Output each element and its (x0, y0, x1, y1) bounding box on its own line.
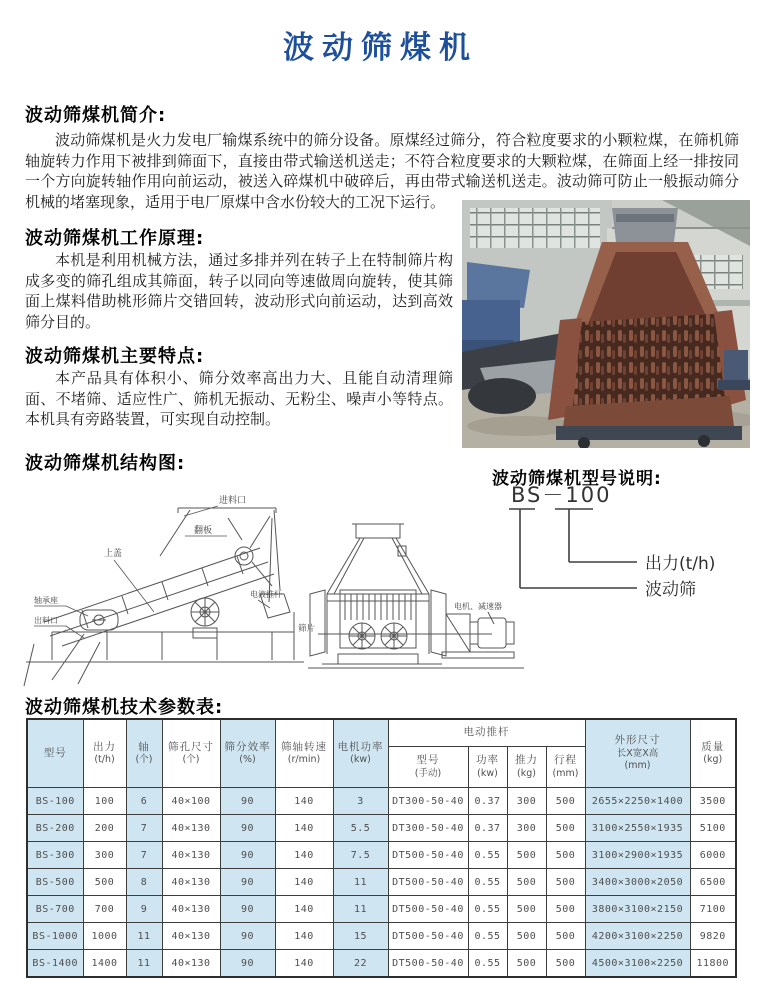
features-heading: 波动筛煤机主要特点: (25, 346, 205, 367)
table-row (27, 896, 736, 923)
table-cell: 140 (275, 842, 333, 869)
table-cell: 300 (507, 788, 546, 815)
table-cell: 100 (83, 788, 126, 815)
table-row (27, 815, 736, 842)
params-heading: 波动筛煤机技术参数表: (25, 697, 224, 718)
table-cell: 300 (507, 815, 546, 842)
table-cell: 8 (126, 869, 162, 896)
table-cell: DT500-50-40 (388, 896, 468, 923)
label-motor-reducer: 电机、减速器 (454, 602, 502, 611)
principle-heading: 波动筛煤机工作原理: (25, 228, 205, 249)
col-header-dimensions: 外形尺寸 长X宽X高 (mm) (585, 719, 690, 788)
table-cell: 40×130 (162, 896, 220, 923)
table-cell: 500 (507, 923, 546, 950)
intro-paragraph: 波动筛煤机是火力发电厂输煤系统中的筛分设备。原煤经过筛分，符合粒度要求的小颗粒煤，在筛机筛轴旋转力作用下被排到筛面下，直接由带式输送机送走；不符合粒度要求的大颗粒煤，在筛面上经一排按同一个方向旋转轴作用向前运动，被送入碎煤机中破碎后，再由带式输送机送走。波动筛可防止一般振动筛分机械的堵塞现象，适用于电厂原煤中含水份较大的工况下运行。 (25, 131, 739, 211)
table-cell: 22 (333, 950, 388, 978)
structure-diagram (22, 494, 530, 694)
table-cell: 140 (275, 923, 333, 950)
page-title: 波动筛煤机 (283, 30, 478, 66)
table-cell: 500 (546, 950, 585, 978)
col-group-electric-push-rod: 电动推杆 (388, 719, 585, 747)
table-cell: 2655×2250×1400 (585, 788, 690, 815)
col-header-motor-power: 电机功率 (kw) (333, 719, 388, 788)
col-header-rod-power: 功率 (kw) (468, 747, 507, 788)
table-cell: 500 (546, 788, 585, 815)
table-cell: DT300-50-40 (388, 815, 468, 842)
table-cell: 40×100 (162, 788, 220, 815)
table-cell: 90 (220, 815, 275, 842)
table-cell: 11 (333, 896, 388, 923)
table-cell: BS-1000 (27, 923, 83, 950)
table-cell: 9820 (690, 923, 736, 950)
col-header-output: 出力 (t/h) (83, 719, 126, 788)
col-header-mass: 质量 (kg) (690, 719, 736, 788)
table-cell: 90 (220, 788, 275, 815)
col-header-rod-thrust: 推力 (kg) (507, 747, 546, 788)
table-cell: 40×130 (162, 950, 220, 978)
table-cell: 40×130 (162, 815, 220, 842)
table-cell: 500 (546, 869, 585, 896)
features-paragraph: 本产品具有体积小、筛分效率高出力大、且能自动清理筛面、不堵筛、适应性广、筛机无振动、无粉尘、噪声小等特点。本机具有旁路装置，可实现自动控制。 (25, 369, 453, 428)
product-photo (462, 200, 750, 448)
table-cell: DT500-50-40 (388, 869, 468, 896)
model-code: BS－100 (511, 483, 612, 507)
table-cell: 90 (220, 869, 275, 896)
table-row (27, 869, 736, 896)
label-feed-inlet: 进料口 (219, 496, 247, 506)
table-cell: BS-100 (27, 788, 83, 815)
table-cell: 6000 (690, 842, 736, 869)
table-cell: 4500×3100×2250 (585, 950, 690, 978)
col-header-efficiency: 筛分效率 (%) (220, 719, 275, 788)
label-bearing-seat: 轴承座 (34, 596, 58, 605)
model-legend (495, 480, 761, 606)
table-cell: 500 (546, 842, 585, 869)
table-cell: 0.37 (468, 788, 507, 815)
col-header-shaft-speed: 筛轴转速 (r/min) (275, 719, 333, 788)
table-cell: 140 (275, 950, 333, 978)
table-cell: 1000 (83, 923, 126, 950)
table-cell: 7 (126, 815, 162, 842)
table-cell: DT500-50-40 (388, 842, 468, 869)
table-cell: 4200×3100×2250 (585, 923, 690, 950)
table-cell: 40×130 (162, 923, 220, 950)
table-cell: 6 (126, 788, 162, 815)
table-cell: 90 (220, 842, 275, 869)
table-cell: 3500 (690, 788, 736, 815)
col-header-rod-model: 型号 (手动) (388, 747, 468, 788)
table-cell: 500 (507, 950, 546, 978)
label-top-cover: 上盖 (104, 549, 123, 559)
table-cell: 90 (220, 950, 275, 978)
table-cell: 500 (507, 869, 546, 896)
col-header-rod-stroke: 行程 (mm) (546, 747, 585, 788)
table-body (27, 788, 736, 978)
table-cell: 200 (83, 815, 126, 842)
model-legend-series: 波动筛 (645, 580, 696, 600)
table-cell: 3400×3000×2050 (585, 869, 690, 896)
table-cell: DT500-50-40 (388, 950, 468, 978)
table-cell: 7 (126, 842, 162, 869)
table-cell: 40×130 (162, 842, 220, 869)
table-cell: 15 (333, 923, 388, 950)
intro-heading: 波动筛煤机简介: (25, 105, 167, 126)
params-table (26, 718, 737, 978)
table-cell: 9 (126, 896, 162, 923)
label-flap: 翻板 (194, 526, 213, 536)
label-hydraulic-push-rod: 电液推杆 (250, 590, 282, 599)
table-cell: 0.55 (468, 923, 507, 950)
table-cell: 500 (507, 896, 546, 923)
table-cell: 1400 (83, 950, 126, 978)
table-cell: 0.55 (468, 896, 507, 923)
table-cell: 5.5 (333, 815, 388, 842)
table-cell: 500 (507, 842, 546, 869)
table-row (27, 950, 736, 978)
table-cell: 11 (126, 950, 162, 978)
table-cell: 11 (126, 923, 162, 950)
table-row (27, 788, 736, 815)
table-cell: 140 (275, 896, 333, 923)
table-cell: DT500-50-40 (388, 923, 468, 950)
table-cell: 500 (83, 869, 126, 896)
table-cell: 140 (275, 869, 333, 896)
table-cell: BS-700 (27, 896, 83, 923)
table-cell: 0.37 (468, 815, 507, 842)
table-row (27, 923, 736, 950)
table-cell: BS-1400 (27, 950, 83, 978)
col-header-hole-size: 筛孔尺寸 (个) (162, 719, 220, 788)
table-cell: 6500 (690, 869, 736, 896)
table-cell: 5100 (690, 815, 736, 842)
table-cell: 11800 (690, 950, 736, 978)
table-cell: 700 (83, 896, 126, 923)
table-cell: 0.55 (468, 950, 507, 978)
label-discharge-outlet: 出料口 (34, 616, 58, 625)
label-screen-piece: 筛片 (298, 624, 316, 634)
table-row (27, 842, 736, 869)
table-cell: 3 (333, 788, 388, 815)
table-cell: 90 (220, 896, 275, 923)
table-cell: 90 (220, 923, 275, 950)
table-cell: 500 (546, 923, 585, 950)
table-cell: 0.55 (468, 842, 507, 869)
model-heading: 波动筛煤机型号说明: (492, 469, 662, 489)
table-cell: 7.5 (333, 842, 388, 869)
table-cell: 7100 (690, 896, 736, 923)
table-cell: 500 (546, 815, 585, 842)
table-cell: 140 (275, 788, 333, 815)
table-cell: 3800×3100×2150 (585, 896, 690, 923)
table-cell: BS-300 (27, 842, 83, 869)
col-header-shafts: 轴 (个) (126, 719, 162, 788)
table-cell: 3100×2550×1935 (585, 815, 690, 842)
principle-paragraph: 本机是利用机械方法，通过多排并列在转子上在特制筛片构成多变的筛孔组成其筛面，转子以同向等速做周向旋转，使其筛面上煤料借助桃形筛片交错回转，波动形式向前运动，达到高效筛分目的。 (25, 251, 453, 331)
table-cell: 300 (83, 842, 126, 869)
table-cell: 140 (275, 815, 333, 842)
table-header-row-1 (27, 719, 736, 747)
table-cell: 500 (546, 896, 585, 923)
table-cell: 40×130 (162, 869, 220, 896)
model-legend-output: 出力(t/h) (645, 554, 716, 574)
table-cell: BS-200 (27, 815, 83, 842)
col-header-model: 型号 (27, 719, 83, 788)
table-cell: 3100×2900×1935 (585, 842, 690, 869)
table-cell: BS-500 (27, 869, 83, 896)
table-cell: DT300-50-40 (388, 788, 468, 815)
structure-heading: 波动筛煤机结构图: (25, 453, 186, 474)
table-cell: 11 (333, 869, 388, 896)
table-cell: 0.55 (468, 869, 507, 896)
